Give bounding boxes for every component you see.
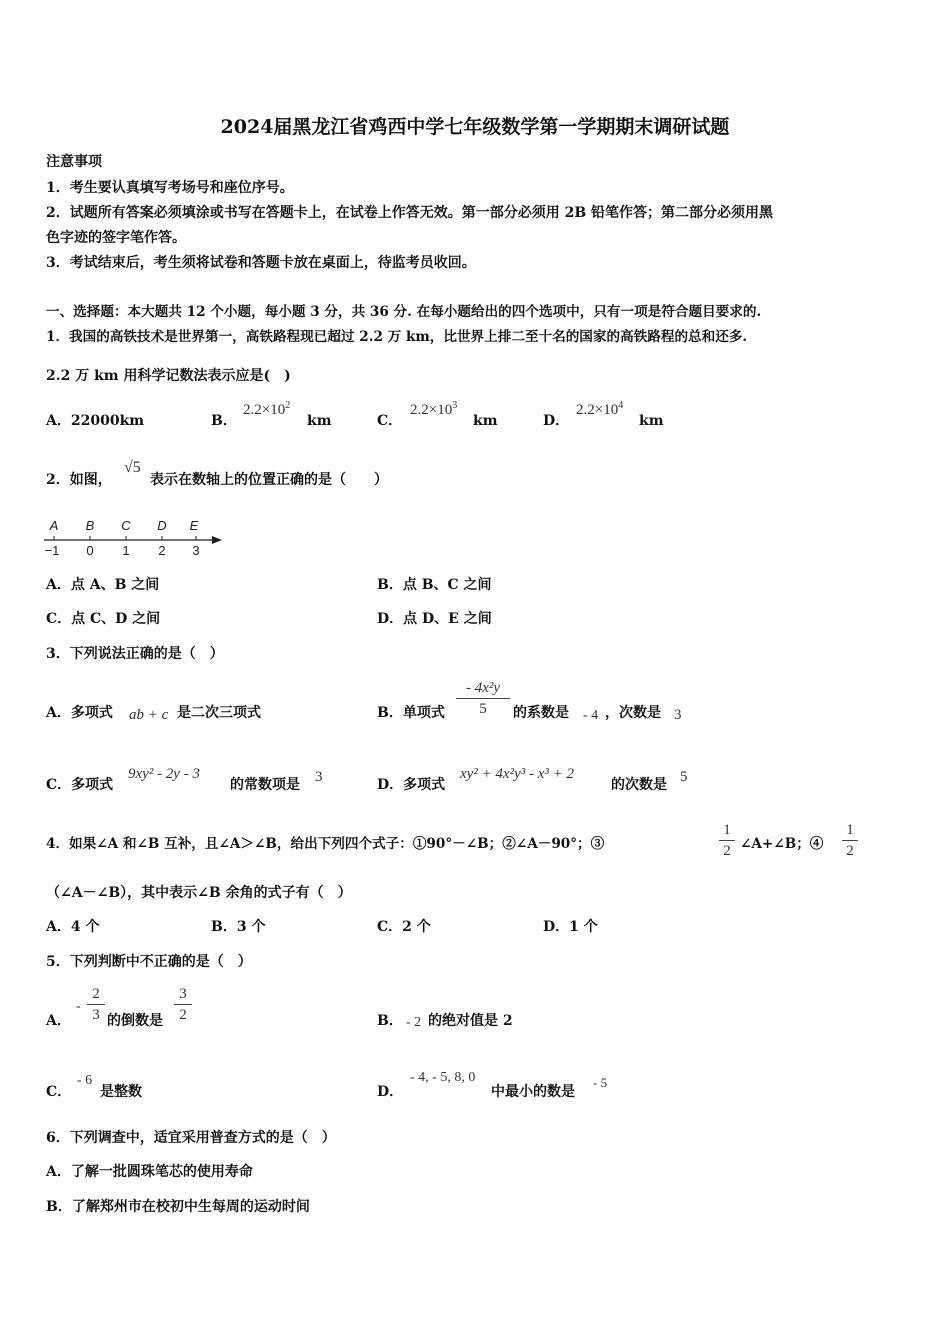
q1-option-c-math: $2.2\times 10^3$ <box>410 400 458 418</box>
number-line <box>40 515 230 560</box>
q5-option-c-post: 是整数 <box>100 1084 142 1100</box>
q2-option-b: B．点 B、C 之间 <box>377 577 492 593</box>
axis-letter: E <box>189 518 199 533</box>
q5-option-a-sign: - <box>76 999 81 1014</box>
q5-option-c-math: - 6 <box>77 1073 93 1088</box>
notice-item: 1．考生要认真填写考场号和座位序号。 <box>46 180 294 196</box>
q3-option-b-pre: B．单项式 <box>377 705 445 721</box>
q5-option-a-fraction: $\frac{2}{3}$ <box>87 984 105 1025</box>
axis-number: 3 <box>192 543 200 558</box>
q2-option-a: A．点 A、B 之间 <box>46 577 160 593</box>
question-2-stem-pre: 2．如图， <box>46 472 112 488</box>
q1-option-b-unit: km <box>307 413 332 429</box>
q1-option-c-label: C． <box>377 413 403 429</box>
question-1-stem-2: 2.2 万 km 用科学记数法表示应是( ) <box>46 368 291 384</box>
question-1-stem: 1．我国的高铁技术是世界第一，高铁路程现已超过 2.2 万 km，比世界上排二至十名的国家的高铁路程的总和还多. <box>46 329 748 345</box>
q3-option-c-math: 9xy² - 2y - 3 <box>128 766 200 782</box>
q5-option-a-label: A． <box>46 1013 71 1029</box>
q3-option-d-val: 5 <box>680 769 688 785</box>
axis-number: −1 <box>44 543 60 558</box>
q3-option-b-fraction: $\frac{\text{- 4x²y}}{5}$ <box>456 678 510 719</box>
q3-option-d-post: 的次数是 <box>611 777 667 793</box>
q2-option-c: C．点 C、D 之间 <box>46 611 161 627</box>
q1-option-b-math: $2.2\times 10^2$ <box>243 400 291 418</box>
notice-item: 2．试题所有答案必须填涂或书写在答题卡上，在试卷上作答无效。第一部分必须用 2B 铅笔作答；第二部分必须用黑 <box>46 205 774 221</box>
page-title: 2024届黑龙江省鸡西中学七年级数学第一学期期末调研试题 <box>220 116 730 138</box>
q3-option-d-pre: D．多项式 <box>377 777 446 793</box>
axis-arrow-icon <box>212 536 222 544</box>
q1-option-c-unit: km <box>473 413 498 429</box>
question-6-stem: 6．下列调查中，适宜采用普查方式的是（ ） <box>46 1130 336 1146</box>
q5-option-a-fraction-2: $\frac{3}{2}$ <box>174 984 192 1025</box>
q2-option-d: D．点 D、E 之间 <box>377 611 492 627</box>
q4-option-c: C．2 个 <box>377 919 431 935</box>
notice-item: 色字迹的签字笔作答。 <box>46 230 186 246</box>
q3-option-a-post: 是二次三项式 <box>177 705 261 721</box>
q3-option-a-math: ab + c <box>129 707 169 723</box>
axis-number: 0 <box>86 543 94 558</box>
q1-option-a: A．22000km <box>46 413 145 429</box>
question-4-stem-b: ∠A+∠B；④ <box>740 836 824 852</box>
q6-option-a: A．了解一批圆珠笔芯的使用寿命 <box>46 1164 253 1180</box>
q4-option-a: A．4 个 <box>46 919 100 935</box>
q4-option-d: D．1 个 <box>543 919 598 935</box>
q5-option-d-math: - 4, - 5, 8, 0 <box>410 1070 476 1085</box>
question-4-stem-2: （∠A－∠B），其中表示∠B 余角的式子有（ ） <box>46 885 352 901</box>
q5-option-a-mid: 的倒数是 <box>107 1013 163 1029</box>
q5-option-b-post: 的绝对值是 2 <box>428 1013 513 1029</box>
notice-item: 3．考试结束后，考生须将试卷和答题卡放在桌面上，待监考员收回。 <box>46 255 476 271</box>
q5-option-d-val: - 5 <box>593 1075 608 1090</box>
q3-option-d-math: xy² + 4x²y³ - x³ + 2 <box>460 766 575 782</box>
axis-letter: A <box>49 518 59 533</box>
q4-fraction-half: $\frac{1}{2}$ <box>719 820 735 861</box>
notice-heading: 注意事项 <box>46 154 102 170</box>
q3-option-c-val: 3 <box>315 769 323 785</box>
q1-option-d-unit: km <box>639 413 664 429</box>
q1-option-d-math: $2.2\times 10^4$ <box>576 400 624 418</box>
sqrt5-math: √5 <box>124 459 141 476</box>
section-heading: 一、选择题：本大题共 12 个小题，每小题 3 分，共 36 分. 在每小题给出的四个选项中，只有一项是符合题目要求的. <box>46 304 762 320</box>
q5-option-d-post: 中最小的数是 <box>491 1084 575 1100</box>
q1-option-d-label: D． <box>543 413 570 429</box>
q5-option-b-label: B． <box>377 1013 403 1029</box>
question-3-stem: 3．下列说法正确的是（ ） <box>46 646 224 662</box>
question-4-stem: 4．如果∠A 和∠B 互补，且∠A＞∠B，给出下列四个式子：①90°－∠B；②∠A－90°；③ <box>46 836 605 852</box>
q3-option-c-post: 的常数项是 <box>230 777 300 793</box>
question-5-stem: 5．下列判断中不正确的是（ ） <box>46 954 252 970</box>
q3-option-b-mid: 的系数是 <box>513 705 569 721</box>
question-2-stem-post: 表示在数轴上的位置正确的是（ ） <box>150 472 388 488</box>
q3-option-b-mid2: ，次数是 <box>605 705 661 721</box>
axis-number: 1 <box>122 543 130 558</box>
q3-option-b-degree: 3 <box>674 707 682 723</box>
axis-letter: D <box>157 518 167 533</box>
q1-option-b-label: B． <box>211 413 237 429</box>
axis-letter: B <box>85 518 95 533</box>
q6-option-b: B．了解郑州市在校初中生每周的运动时间 <box>46 1199 310 1215</box>
q3-option-a-pre: A．多项式 <box>46 705 113 721</box>
axis-number: 2 <box>158 543 166 558</box>
axis-letter: C <box>121 518 131 533</box>
q4-option-b: B．3 个 <box>211 919 266 935</box>
q4-fraction-half-2: $\frac{1}{2}$ <box>842 820 858 861</box>
q5-option-c-label: C． <box>46 1084 72 1100</box>
q3-option-b-coef: - 4 <box>583 708 599 723</box>
q3-option-c-pre: C．多项式 <box>46 777 114 793</box>
q5-option-b-math: - 2 <box>406 1015 422 1030</box>
q5-option-d-label: D． <box>377 1084 404 1100</box>
